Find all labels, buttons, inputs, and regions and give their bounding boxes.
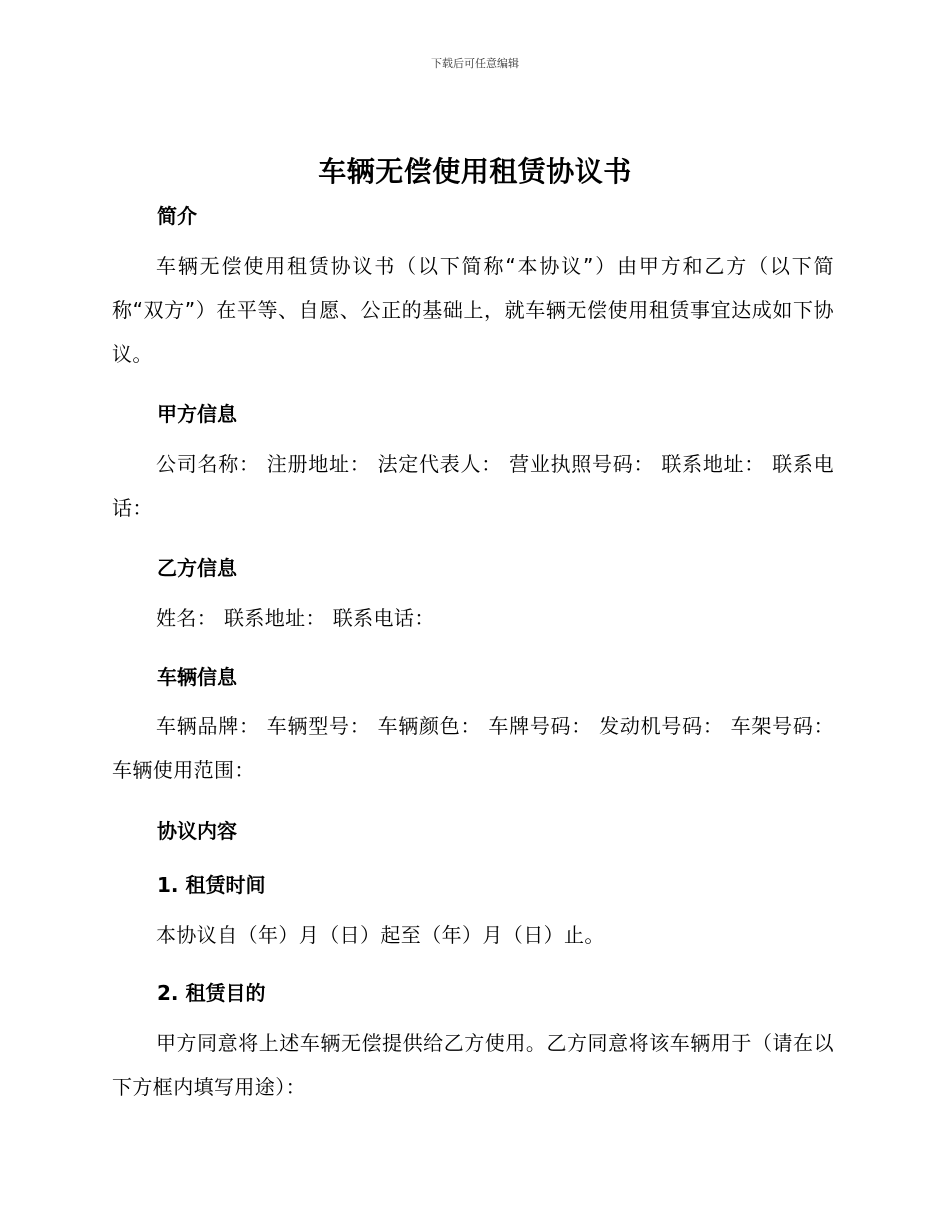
document-title: 车辆无偿使用租赁协议书 <box>318 155 632 188</box>
vehicle-paragraph: 车辆品牌： 车辆型号： 车辆颜色： 车牌号码： 发动机号码： 车架号码： 车辆使用范围： <box>112 714 834 782</box>
intro-heading: 简介 <box>157 204 197 228</box>
party-b-paragraph: 姓名： 联系地址： 联系电话： <box>156 606 435 630</box>
party-a-heading: 甲方信息 <box>157 402 237 426</box>
vehicle-heading: 车辆信息 <box>157 665 237 689</box>
agreement-heading: 协议内容 <box>157 819 237 843</box>
header-note: 下载后可任意编辑 <box>431 57 519 70</box>
party-a-paragraph: 公司名称： 注册地址： 法定代表人： 营业执照号码： 联系地址： 联系电话： <box>112 452 834 520</box>
party-b-heading: 乙方信息 <box>157 556 237 580</box>
term-heading: 1. 租赁时间 <box>157 873 266 897</box>
purpose-paragraph: 甲方同意将上述车辆无偿提供给乙方使用。乙方同意将该车辆用于（请在以下方框内填写用途）： <box>112 1031 834 1099</box>
purpose-heading: 2. 租赁目的 <box>157 981 266 1005</box>
intro-paragraph: 车辆无偿使用租赁协议书（以下简称“本协议”）由甲方和乙方（以下简称“双方”）在平等、自愿、公正的基础上，就车辆无偿使用租赁事宜达成如下协议。 <box>112 254 834 366</box>
term-paragraph: 本协议自（年）月（日）起至（年）月（日）止。 <box>156 923 605 947</box>
